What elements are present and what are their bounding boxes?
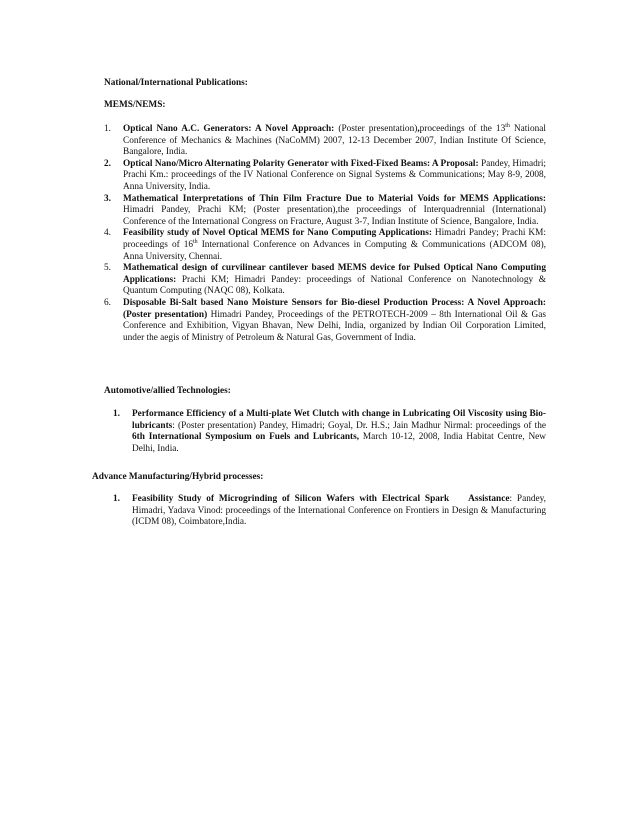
item-title: Optical Nano/Micro Alternating Polarity Generator with Fixed-Fixed Beams: A Proposal: bbox=[123, 158, 479, 169]
heading-publications: National/International Publications: bbox=[104, 78, 248, 88]
item-number: 1. bbox=[104, 124, 111, 134]
heading-mems-nems: MEMS/NEMS: bbox=[104, 100, 166, 110]
item-text: Mathematical Interpretations of Thin Film Fracture Due to Material Voids for MEMS Applications: Himadri Pandey, Prachi KM; (Poster presentation),the proceedings of Interquadrennial (International) Conference of the International Congress on Fracture, August 3-7, Indian Institute of Science, Bangalore, India. bbox=[123, 193, 546, 227]
item-number: 4. bbox=[104, 228, 111, 239]
item-number: 1. bbox=[113, 494, 120, 504]
heading-automotive: Automotive/allied Technologies: bbox=[104, 386, 231, 396]
item-text: Optical Nano/Micro Alternating Polarity Generator with Fixed-Fixed Beams: A Proposal: Pandey, Himadri; Prachi Km.: proceedings of the IV National Conference on Signal Systems & Communications; May 8-9, 2008, Anna University, India. bbox=[123, 158, 546, 192]
item-number: 5. bbox=[104, 263, 111, 274]
item-text: Disposable Bi-Salt based Nano Moisture Sensors for Bio-diesel Production Process: A Novel Approach: (Poster presentation) Himadri Pandey, Proceedings of the PETROTECH-2009 – 8th International Oil & Gas Conference and Exhibition, Vigyan Bhavan, New Delhi, India, organized by Indian Oil Corporation Limited, under the aegis of Ministry of Petroleum & Natural Gas, Government of India. bbox=[123, 297, 546, 343]
list-item bbox=[104, 263, 546, 298]
item-text: Optical Nano A.C. Generators: A Novel Approach: (Poster presentation),proceedings of the 13th National Conference of Mechanics & Machines (NaCoMM) 2007, 12-13 December 2007, Indian Institute Of Science, Bangalore, India. bbox=[123, 123, 546, 158]
item-text: Mathematical design of curvilinear cantilever based MEMS device for Pulsed Optical Nano Computing Applications: Prachi KM; Himadri Pandey: proceedings of National Conference on Nanotechnology & Quantum Computing (NAQC 08), Kolkata. bbox=[123, 263, 546, 297]
advance-manufacturing-publication-list bbox=[113, 494, 546, 529]
heading-advance-manufacturing: Advance Manufacturing/Hybrid processes: bbox=[92, 472, 264, 482]
list-item bbox=[113, 494, 546, 529]
list-item bbox=[104, 298, 546, 344]
item-text: Performance Efficiency of a Multi-plate Wet Clutch with change in Lubricating Oil Viscosity using Bio-lubricants: (Poster presentation) Pandey, Himadri; Goyal, Dr. H.S.; Jain Madhur Nirmal: proceedings of the 6th International Symposium on Fuels and Lubricants, March 10-12, 2008, India Habitat Centre, New Delhi, India. bbox=[132, 409, 547, 454]
list-item bbox=[104, 159, 546, 194]
item-title: Feasibility study of Novel Optical MEMS for Nano Computing Applications: bbox=[123, 228, 432, 239]
item-title: Optical Nano A.C. Generators: A Novel Approach: bbox=[123, 124, 335, 134]
item-number: 3. bbox=[104, 193, 111, 204]
item-number: 2. bbox=[104, 158, 111, 169]
list-item bbox=[104, 228, 546, 263]
list-item bbox=[113, 409, 546, 455]
item-title: Disposable Bi-Salt based Nano Moisture Sensors for Bio-diesel Production Process: A Novel Approach: (Poster presentation) bbox=[123, 297, 546, 320]
item-title: Mathematical Interpretations of Thin Film Fracture Due to Material Voids for MEMS Applications: bbox=[123, 193, 546, 204]
item-title: Feasibility Study of Microgrinding of Silicon Wafers with Electrical Spark Assistance bbox=[132, 494, 510, 504]
item-number: 6. bbox=[104, 297, 111, 308]
item-text: Feasibility Study of Microgrinding of Silicon Wafers with Electrical Spark Assistance: Pandey, Himadri, Yadava Vinod: proceedings of the International Conference on Frontiers in Design & Manufacturing (ICDM 08), Coimbatore,India. bbox=[132, 494, 547, 528]
automotive-publication-list bbox=[113, 409, 546, 455]
item-title: Performance Efficiency of a Multi-plate Wet Clutch with change in Lubricating Oil Viscosity using Bio-lubricants bbox=[132, 409, 546, 431]
list-item bbox=[104, 124, 546, 159]
list-item bbox=[104, 194, 546, 229]
item-number: 1. bbox=[113, 409, 120, 419]
mems-publication-list bbox=[104, 124, 546, 344]
item-text: Feasibility study of Novel Optical MEMS for Nano Computing Applications: Himadri Pandey; Prachi KM: proceedings of 16th International Conference on Advances in Computing & Communications (ADCOM 08), Anna University, Chennai. bbox=[123, 228, 546, 262]
item-title: Mathematical design of curvilinear cantilever based MEMS device for Pulsed Optical Nano Computing Applications: bbox=[123, 263, 546, 285]
